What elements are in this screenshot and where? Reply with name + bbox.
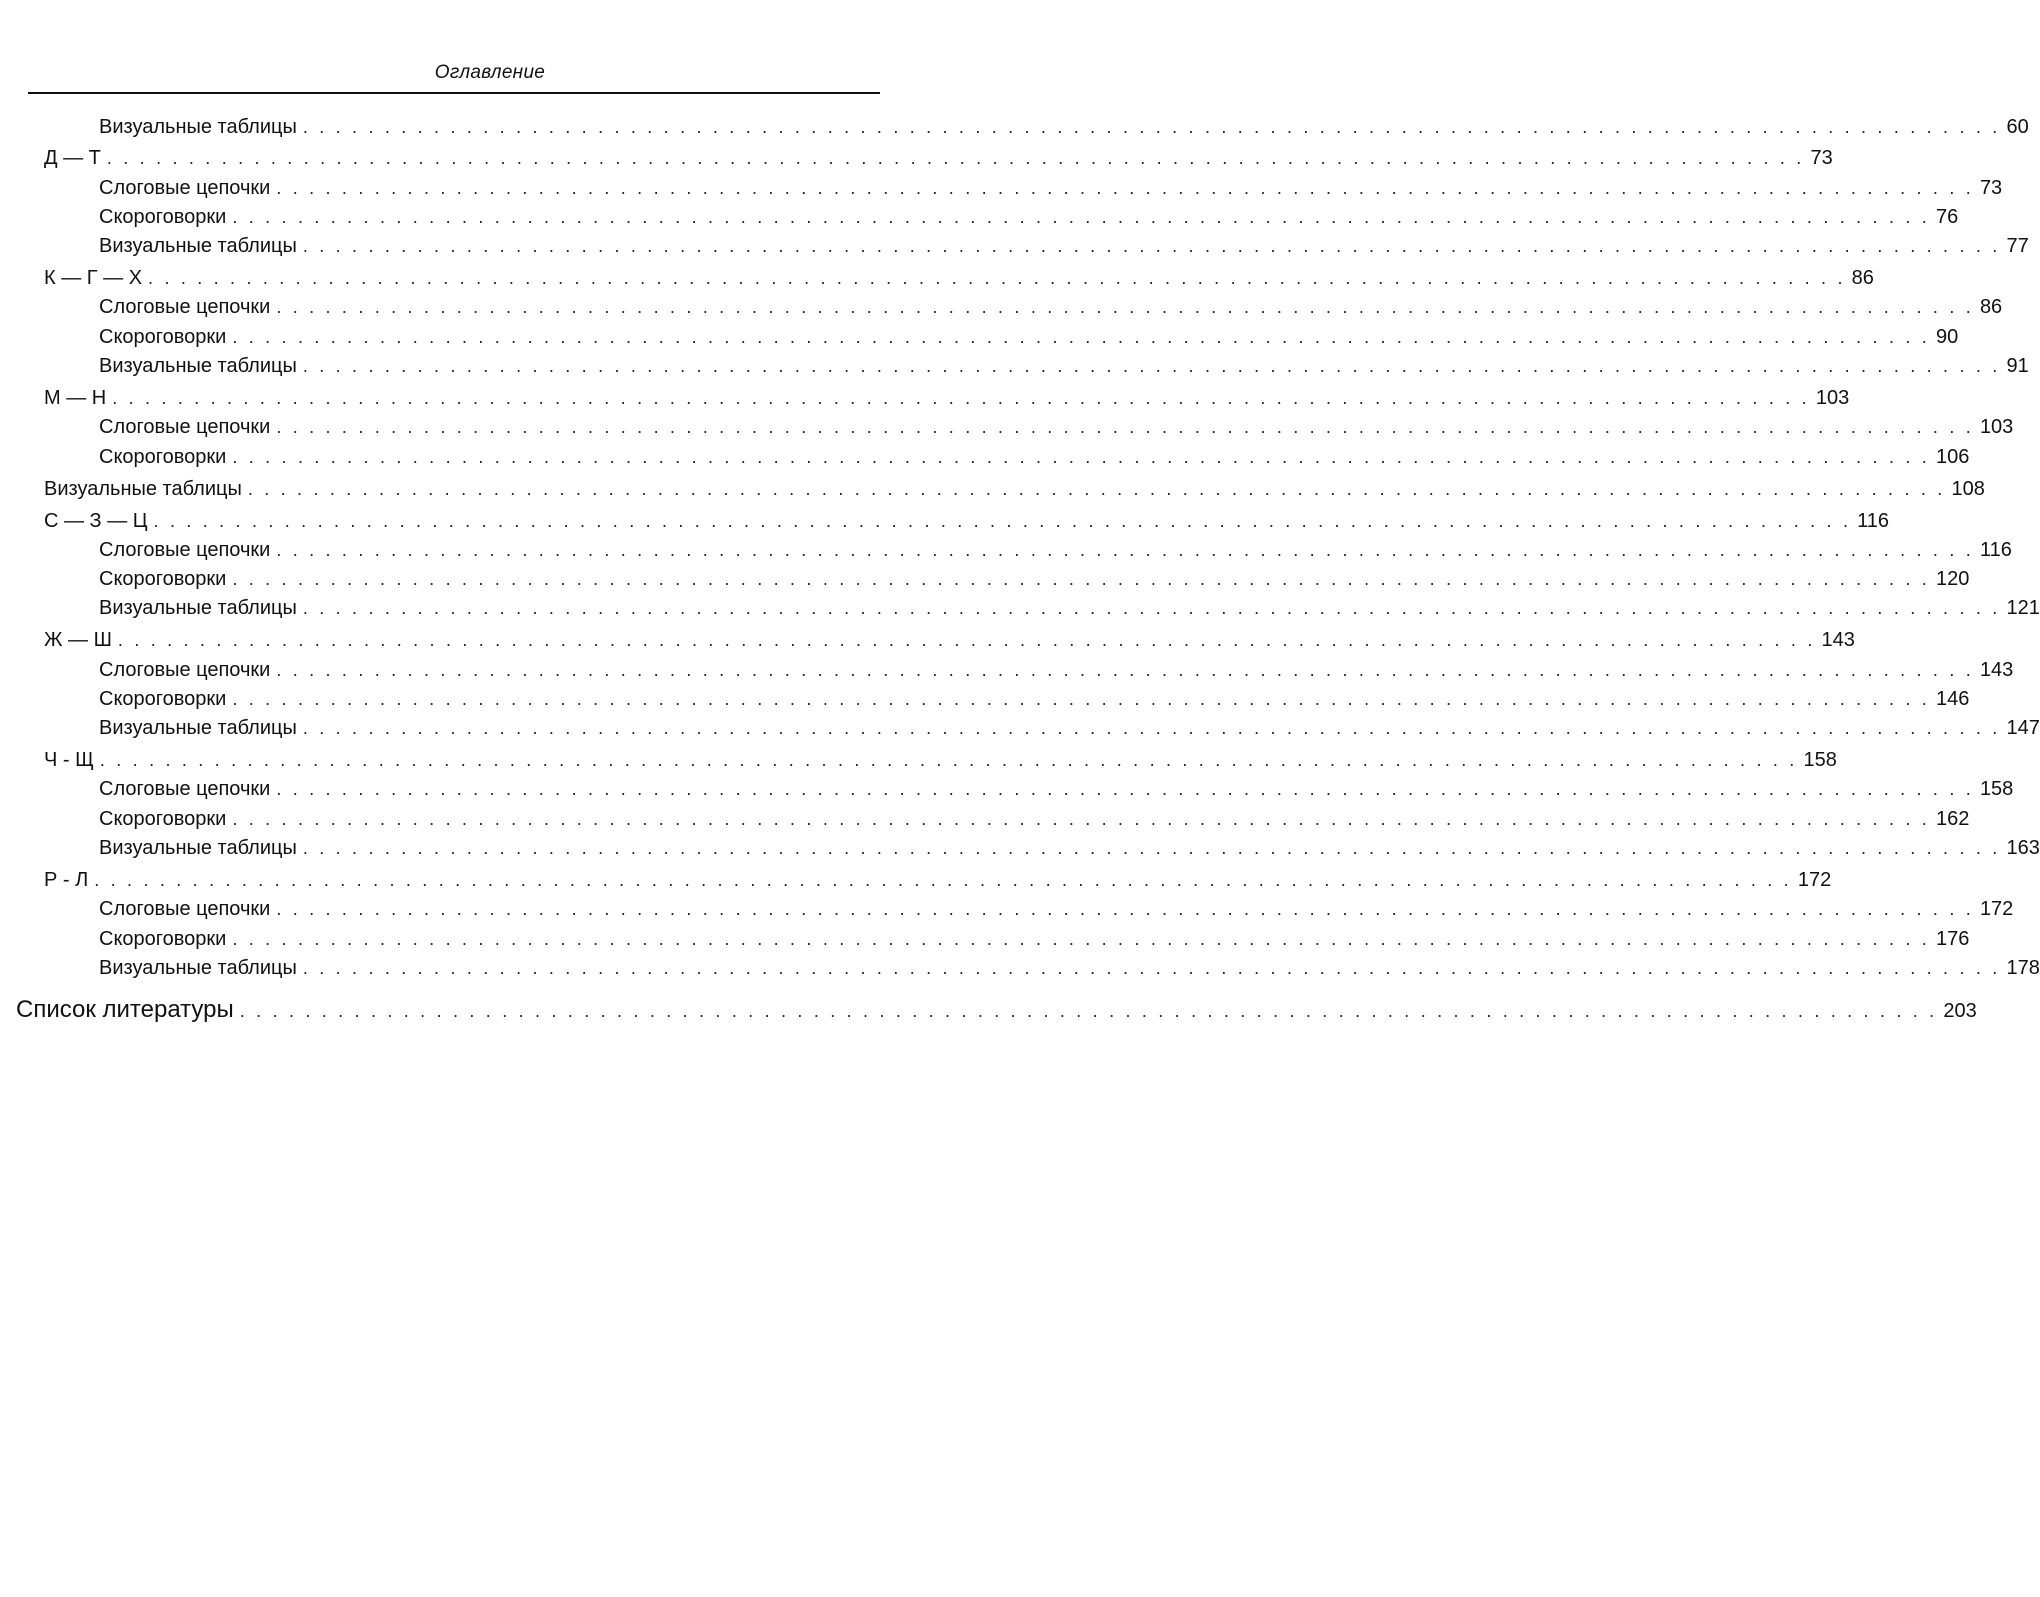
- toc-entry-label: Ч - Щ: [44, 749, 94, 771]
- toc-entry-label: Визуальные таблицы: [99, 717, 297, 739]
- toc-leader-dots: . . . . . . . . . . . . . . . . . . . . . . . . . . . . . . . . . . . . . . . . . . . . . . . . . . . . . . . . . . . . . . . . . . . . . . . . . . . . . . . . . . . . . . . . . . . . . . . . . . . . . . . .: [302, 236, 2001, 256]
- toc-entry-subsection: [99, 351, 2029, 381]
- toc-entry-page-number: 143: [1979, 659, 2014, 681]
- toc-entry-page-number: 120: [1935, 568, 1970, 590]
- toc-entry-subsection: [99, 442, 1970, 472]
- toc-leader-dots: . . . . . . . . . . . . . . . . . . . . . . . . . . . . . . . . . . . . . . . . . . . . . . . . . . . . . . . . . . . . . . . . . . . . . . . . . . . . . . . . . . . . . . . . . . . . . . . . . . . . . . . .: [153, 511, 1852, 531]
- toc-leader-dots: . . . . . . . . . . . . . . . . . . . . . . . . . . . . . . . . . . . . . . . . . . . . . . . . . . . . . . . . . . . . . . . . . . . . . . . . . . . . . . . . . . . . . . . . . . . . . . . . . . . . . . . .: [94, 870, 1792, 890]
- toc-leader-dots: . . . . . . . . . . . . . . . . . . . . . . . . . . . . . . . . . . . . . . . . . . . . . . . . . . . . . . . . . . . . . . . . . . . . . . . . . . . . . . . . . . . . . . . . . . . . . . . . . . . . . . . .: [302, 718, 2001, 738]
- toc-entry-section: [44, 143, 1833, 173]
- toc-entry-label: Ж — Ш: [44, 629, 112, 651]
- toc-entry-subsection: [99, 804, 1970, 834]
- toc-leader-dots: . . . . . . . . . . . . . . . . . . . . . . . . . . . . . . . . . . . . . . . . . . . . . . . . . . . . . . . . . . . . . . . . . . . . . . . . . . . . . . . . . . . . . . . . . . . . . . . . . . . . . . . .: [232, 207, 1930, 227]
- toc-entry-label: Слоговые цепочки: [99, 539, 271, 561]
- toc-leader-dots: . . . . . . . . . . . . . . . . . . . . . . . . . . . . . . . . . . . . . . . . . . . . . . . . . . . . . . . . . . . . . . . . . . . . . . . . . . . . . . . . . . . . . . . . . . . . . . . . . . . . . . . .: [232, 809, 1930, 829]
- toc-entry-page-number: 116: [1979, 539, 2012, 561]
- toc-entry-subsection: [99, 833, 2040, 863]
- toc-entry-label: Скороговорки: [99, 688, 227, 710]
- toc-entry-label: Скороговорки: [99, 808, 227, 830]
- toc-entry-page-number: 106: [1935, 446, 1970, 468]
- toc-leader-dots: . . . . . . . . . . . . . . . . . . . . . . . . . . . . . . . . . . . . . . . . . . . . . . . . . . . . . . . . . . . . . . . . . . . . . . . . . . . . . . . . . . . . . . . . . . . . . . . . . . . . . . . .: [276, 417, 1974, 437]
- toc-leader-dots: . . . . . . . . . . . . . . . . . . . . . . . . . . . . . . . . . . . . . . . . . . . . . . . . . . . . . . . . . . . . . . . . . . . . . . . . . . . . . . . . . . . . . . . . . . . . . . . . . . . . . . . .: [302, 117, 2001, 137]
- toc-leader-dots: . . . . . . . . . . . . . . . . . . . . . . . . . . . . . . . . . . . . . . . . . . . . . . . . . . . . . . . . . . . . . . . . . . . . . . . . . . . . . . . . . . . . . . . . . . . . . . . . . . . . . . . .: [247, 479, 1946, 499]
- toc-entry-page-number: 143: [1821, 629, 1855, 651]
- toc-leader-dots: . . . . . . . . . . . . . . . . . . . . . . . . . . . . . . . . . . . . . . . . . . . . . . . . . . . . . . . . . . . . . . . . . . . . . . . . . . . . . . . . . . . . . . . . . . . . . . . . . . . . . . . .: [232, 447, 1930, 467]
- toc-leader-dots: . . . . . . . . . . . . . . . . . . . . . . . . . . . . . . . . . . . . . . . . . . . . . . . . . . . . . . . . . . . . . . . . . . . . . . . . . . . . . . . . . . . . . . . . . . . . . . . . . . . . . . . .: [276, 779, 1974, 799]
- toc-entry-page-number: 90: [1935, 326, 1959, 348]
- toc-leader-dots: . . . . . . . . . . . . . . . . . . . . . . . . . . . . . . . . . . . . . . . . . . . . . . . . . . . . . . . . . . . . . . . . . . . . . . . . . . . . . . . . . . . . . . . . . . . . . . . . . . . . . . . .: [99, 750, 1798, 770]
- toc-leader-dots: . . . . . . . . . . . . . . . . . . . . . . . . . . . . . . . . . . . . . . . . . . . . . . . . . . . . . . . . . . . . . . . . . . . . . . . . . . . . . . . . . . . . . . . . . . . . . . . . . . . . . . . .: [232, 327, 1930, 347]
- toc-leader-dots: . . . . . . . . . . . . . . . . . . . . . . . . . . . . . . . . . . . . . . . . . . . . . . . . . . . . . . . . . . . . . . . . . . . . . . . . . . . . . . . . . . . . . . . . . . . . . . . . . . . . . . . .: [106, 148, 1805, 168]
- toc-entry-subsection: [99, 292, 2003, 322]
- toc-entry-label: Скороговорки: [99, 928, 227, 950]
- toc-entry-page-number: 176: [1935, 928, 1970, 950]
- toc-entry-section: [44, 506, 1890, 536]
- toc-leader-dots: . . . . . . . . . . . . . . . . . . . . . . . . . . . . . . . . . . . . . . . . . . . . . . . . . . . . . . . . . . . . . . . . . . . . . . . . . . . . . . . . . . . . . . . . . . . . . . . . . . . . . . . .: [232, 929, 1930, 949]
- toc-entry-label: С — З — Ц: [44, 510, 148, 532]
- toc-entry-chapter: [16, 995, 1977, 1025]
- toc-entry-label: Слоговые цепочки: [99, 659, 271, 681]
- toc-entry-label: Слоговые цепочки: [99, 296, 271, 318]
- toc-entry-label: Р - Л: [44, 869, 89, 891]
- toc-entry-section: [44, 263, 1874, 293]
- toc-entry-subsection: [99, 924, 1970, 954]
- toc-leader-dots: . . . . . . . . . . . . . . . . . . . . . . . . . . . . . . . . . . . . . . . . . . . . . . . . . . . . . . . . . . . . . . . . . . . . . . . . . . . . . . . . . . . . . . . . . . . . . . . . . . . . . . . .: [232, 689, 1930, 709]
- toc-leader-dots: . . . . . . . . . . . . . . . . . . . . . . . . . . . . . . . . . . . . . . . . . . . . . . . . . . . . . . . . . . . . . . . . . . . . . . . . . . . . . . . . . . . . . . . . . . . . . . . . . . . . . . . .: [276, 297, 1974, 317]
- header-rule: [28, 92, 880, 94]
- toc-leader-dots: . . . . . . . . . . . . . . . . . . . . . . . . . . . . . . . . . . . . . . . . . . . . . . . . . . . . . . . . . . . . . . . . . . . . . . . . . . . . . . . . . . . . . . . . . . . . . . . . . . . . . . . .: [239, 1001, 1938, 1021]
- toc-leader-dots: . . . . . . . . . . . . . . . . . . . . . . . . . . . . . . . . . . . . . . . . . . . . . . . . . . . . . . . . . . . . . . . . . . . . . . . . . . . . . . . . . . . . . . . . . . . . . . . . . . . . . . . .: [112, 388, 1810, 408]
- toc-entry-label: Слоговые цепочки: [99, 898, 271, 920]
- toc-entry-label: Д — Т: [44, 147, 101, 169]
- toc-entry-subsection: [99, 564, 1970, 594]
- toc-leader-dots: . . . . . . . . . . . . . . . . . . . . . . . . . . . . . . . . . . . . . . . . . . . . . . . . . . . . . . . . . . . . . . . . . . . . . . . . . . . . . . . . . . . . . . . . . . . . . . . . . . . . . . . .: [232, 569, 1930, 589]
- toc-entry-page-number: 76: [1935, 206, 1959, 228]
- toc-entry-page-number: 147: [2006, 717, 2040, 739]
- toc-entry-subsection: [99, 953, 2040, 983]
- toc-entry-page-number: 162: [1935, 808, 1970, 830]
- toc-entry-page-number: 103: [1815, 387, 1850, 409]
- toc-entry-label: Скороговорки: [99, 446, 227, 468]
- toc-leader-dots: . . . . . . . . . . . . . . . . . . . . . . . . . . . . . . . . . . . . . . . . . . . . . . . . . . . . . . . . . . . . . . . . . . . . . . . . . . . . . . . . . . . . . . . . . . . . . . . . . . . . . . . .: [302, 598, 2001, 618]
- toc-entry-page-number: 121: [2006, 597, 2040, 619]
- toc-entry-label: Визуальные таблицы: [99, 116, 297, 138]
- toc-entry-label: Скороговорки: [99, 206, 227, 228]
- toc-entry-subsection: [99, 593, 2040, 623]
- toc-entry-label: Визуальные таблицы: [99, 355, 297, 377]
- toc-entry-subsection: [99, 894, 2014, 924]
- toc-entry-page-number: 158: [1979, 778, 2014, 800]
- toc-entry-subsection: [99, 322, 1959, 352]
- toc-entry-page-number: 163: [2006, 837, 2040, 859]
- toc-entry-section: [44, 383, 1850, 413]
- toc-leader-dots: . . . . . . . . . . . . . . . . . . . . . . . . . . . . . . . . . . . . . . . . . . . . . . . . . . . . . . . . . . . . . . . . . . . . . . . . . . . . . . . . . . . . . . . . . . . . . . . . . . . . . . . .: [276, 178, 1974, 198]
- toc-entry-subsection: [99, 684, 1970, 714]
- toc-entry-label: Слоговые цепочки: [99, 778, 271, 800]
- toc-entry-section: [44, 865, 1832, 895]
- toc-entry-label: Визуальные таблицы: [44, 478, 242, 500]
- toc-entry-page-number: 86: [1851, 267, 1874, 289]
- toc-entry-label: Скороговорки: [99, 326, 227, 348]
- toc-entry-label: Слоговые цепочки: [99, 416, 271, 438]
- toc-entry-subsection: [99, 412, 2014, 442]
- toc-entry-section: [44, 625, 1855, 655]
- toc-entry-label: М — Н: [44, 387, 107, 409]
- toc-leader-dots: . . . . . . . . . . . . . . . . . . . . . . . . . . . . . . . . . . . . . . . . . . . . . . . . . . . . . . . . . . . . . . . . . . . . . . . . . . . . . . . . . . . . . . . . . . . . . . . . . . . . . . . .: [302, 958, 2001, 978]
- toc-leader-dots: . . . . . . . . . . . . . . . . . . . . . . . . . . . . . . . . . . . . . . . . . . . . . . . . . . . . . . . . . . . . . . . . . . . . . . . . . . . . . . . . . . . . . . . . . . . . . . . . . . . . . . . .: [117, 630, 1816, 650]
- toc-entry-label: Визуальные таблицы: [99, 957, 297, 979]
- toc-entry-page-number: 60: [2006, 116, 2029, 138]
- toc-leader-dots: . . . . . . . . . . . . . . . . . . . . . . . . . . . . . . . . . . . . . . . . . . . . . . . . . . . . . . . . . . . . . . . . . . . . . . . . . . . . . . . . . . . . . . . . . . . . . . . . . . . . . . . .: [148, 268, 1846, 288]
- toc-entry-page-number: 172: [1979, 898, 2014, 920]
- toc-entry-page-number: 108: [1951, 478, 1985, 500]
- toc-entry-page-number: 178: [2006, 957, 2040, 979]
- toc-leader-dots: . . . . . . . . . . . . . . . . . . . . . . . . . . . . . . . . . . . . . . . . . . . . . . . . . . . . . . . . . . . . . . . . . . . . . . . . . . . . . . . . . . . . . . . . . . . . . . . . . . . . . . . .: [276, 899, 1974, 919]
- toc-entry-label: Слоговые цепочки: [99, 177, 271, 199]
- toc-entry-subsection: [99, 231, 2029, 261]
- toc-entry-subsection: [99, 655, 2014, 685]
- toc-leader-dots: . . . . . . . . . . . . . . . . . . . . . . . . . . . . . . . . . . . . . . . . . . . . . . . . . . . . . . . . . . . . . . . . . . . . . . . . . . . . . . . . . . . . . . . . . . . . . . . . . . . . . . . .: [276, 540, 1974, 560]
- toc-entry-subsection: [99, 173, 2003, 203]
- toc-entry-label: Визуальные таблицы: [99, 597, 297, 619]
- toc-entry-page-number: 91: [2006, 355, 2029, 377]
- toc-entry-label: Скороговорки: [99, 568, 227, 590]
- toc-entry-subsection: [99, 774, 2014, 804]
- toc-entry-page-number: 158: [1803, 749, 1837, 771]
- toc-entry-label: Визуальные таблицы: [99, 837, 297, 859]
- toc-leader-dots: . . . . . . . . . . . . . . . . . . . . . . . . . . . . . . . . . . . . . . . . . . . . . . . . . . . . . . . . . . . . . . . . . . . . . . . . . . . . . . . . . . . . . . . . . . . . . . . . . . . . . . . .: [302, 838, 2001, 858]
- toc-leader-dots: . . . . . . . . . . . . . . . . . . . . . . . . . . . . . . . . . . . . . . . . . . . . . . . . . . . . . . . . . . . . . . . . . . . . . . . . . . . . . . . . . . . . . . . . . . . . . . . . . . . . . . . .: [276, 660, 1974, 680]
- toc-entry-page-number: 86: [1979, 296, 2003, 318]
- toc-entry-page-number: 103: [1979, 416, 2014, 438]
- toc-entry-label: Список литературы: [16, 996, 234, 1023]
- toc-entry-page-number: 116: [1857, 510, 1890, 532]
- toc-leader-dots: . . . . . . . . . . . . . . . . . . . . . . . . . . . . . . . . . . . . . . . . . . . . . . . . . . . . . . . . . . . . . . . . . . . . . . . . . . . . . . . . . . . . . . . . . . . . . . . . . . . . . . . .: [302, 356, 2001, 376]
- toc-entry-subsection: [99, 713, 2040, 743]
- toc-entry-label: Визуальные таблицы: [99, 235, 297, 257]
- toc-entry-page-number: 77: [2006, 235, 2029, 257]
- toc-entry-page-number: 172: [1797, 869, 1832, 891]
- toc-entry-subsection: [99, 535, 2012, 565]
- toc-entry-page-number: 203: [1943, 1000, 1977, 1022]
- toc-entry-subsection: [99, 112, 2029, 142]
- toc-entry-page-number: 73: [1810, 147, 1833, 169]
- toc-entry-label: К — Г — Х: [44, 267, 143, 289]
- toc-entry-page-number: 73: [1979, 177, 2003, 199]
- toc-entry-section: [44, 474, 1985, 504]
- toc-entry-page-number: 146: [1935, 688, 1970, 710]
- toc-entry-section: [44, 745, 1837, 775]
- toc-entry-subsection: [99, 202, 1959, 232]
- running-head-title: Оглавление: [434, 62, 546, 83]
